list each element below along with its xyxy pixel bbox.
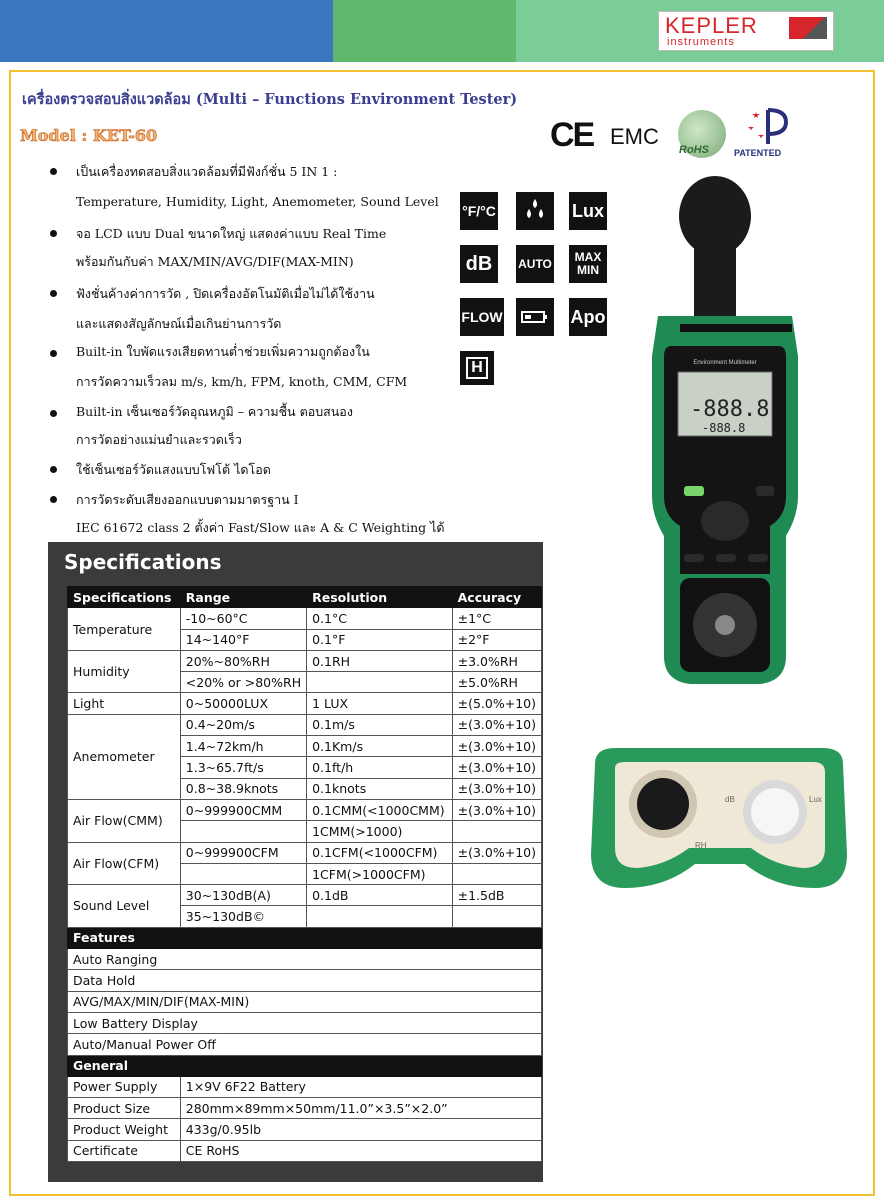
bullet-text: ฟังชั่นค้างค่าการวัด , ปิดเครื่องอัตโนมัติเมื่อไม่ได้ใช้งาน: [76, 286, 375, 301]
specifications-title: Specifications: [64, 550, 222, 574]
spec-resolution: 0.1°C: [307, 608, 453, 629]
spec-accuracy: [452, 821, 541, 842]
bullet-dot: [50, 350, 57, 357]
table-row: [68, 799, 542, 820]
spec-range: 35~130dB©: [180, 906, 306, 927]
spec-resolution: 0.1dB: [307, 885, 453, 906]
spec-accuracy: ±5.0%RH: [452, 672, 541, 693]
spec-accuracy: ±(5.0%+10): [452, 693, 541, 714]
temperature-icon: °F/°C: [460, 192, 498, 230]
spec-range: 0~999900CMM: [180, 799, 306, 820]
table-row: [68, 885, 542, 906]
spec-name: Air Flow(CMM): [68, 799, 181, 842]
model-label: Model : KET-60: [20, 126, 158, 145]
table-row: [68, 991, 542, 1012]
logo-flag-icon: [789, 17, 827, 39]
spec-resolution: 0.1m/s: [307, 714, 453, 735]
spec-range: [180, 863, 306, 884]
logo-subtitle: instruments: [667, 36, 735, 48]
spec-name: Humidity: [68, 650, 181, 693]
table-row: [68, 1140, 542, 1161]
spec-name: Sound Level: [68, 885, 181, 928]
emc-mark: EMC: [610, 124, 659, 149]
bullet-text: และแสดงสัญลักษณ์เมื่อเกินย่านการวัด: [76, 316, 282, 331]
probe-label-db: dB: [725, 795, 735, 804]
spec-range: 1.4~72km/h: [180, 736, 306, 757]
column-header: Resolution: [307, 587, 453, 608]
spec-accuracy: ±(3.0%+10): [452, 757, 541, 778]
bullet-dot: [50, 290, 57, 297]
bullet-text: การวัดอย่างแม่นยำและรวดเร็ว: [76, 432, 242, 447]
bullet-dot: [50, 410, 57, 417]
hold-label: H: [466, 357, 488, 379]
nav-pad[interactable]: [701, 501, 749, 541]
rl-button[interactable]: [748, 554, 768, 562]
apo-icon: Apo: [569, 298, 607, 336]
spec-accuracy: [452, 906, 541, 927]
table-row: [68, 693, 542, 714]
certification-marks: [546, 106, 806, 162]
bullet-dot: [50, 496, 57, 503]
spec-accuracy: ±(3.0%+10): [452, 778, 541, 799]
bullet-text: ใช้เซ็นเซอร์วัดแสงแบบโฟโต้ ไดโอด: [76, 462, 271, 477]
meter-illustration: [650, 176, 800, 688]
probe-illustration: [585, 744, 853, 892]
probe-label-rh: RH: [695, 841, 707, 850]
spec-resolution: 0.1CMM(<1000CMM): [307, 799, 453, 820]
feature-item: Data Hold: [68, 970, 542, 991]
spec-range: 0.8~38.9knots: [180, 778, 306, 799]
bullet-dot: [50, 466, 57, 473]
hold-icon: [460, 351, 494, 385]
spec-range: 20%~80%RH: [180, 650, 306, 671]
bullet-text: Built-in ใบพัดแรงเสียดทานต่ำช่วยเพิ่มความถูกต้องใน: [76, 344, 370, 359]
bullet-text: การวัดความเร็วลม m/s, km/h, FPM, knoth, CMM, CFM: [76, 374, 408, 389]
spec-accuracy: ±(3.0%+10): [452, 799, 541, 820]
feature-item: AVG/MAX/MIN/DIF(MAX-MIN): [68, 991, 542, 1012]
spec-accuracy: ±(3.0%+10): [452, 842, 541, 863]
lux-icon: Lux: [569, 192, 607, 230]
spec-range: 30~130dB(A): [180, 885, 306, 906]
spec-accuracy: ±1°C: [452, 608, 541, 629]
feature-item: Auto/Manual Power Off: [68, 1034, 542, 1055]
spec-resolution: 0.1ft/h: [307, 757, 453, 778]
unit-button[interactable]: [684, 554, 704, 562]
spec-resolution: 1CFM(>1000CFM): [307, 863, 453, 884]
kepler-logo: [658, 11, 834, 51]
bullet-text: Built-in เซ็นเซอร์วัดอุณหภูมิ – ความชื้น ตอบสนอง: [76, 404, 353, 419]
table-row: [68, 1119, 542, 1140]
bullet-text: พร้อมกันกับค่า MAX/MIN/AVG/DIF(MAX-MIN): [76, 254, 354, 269]
table-row: [68, 1012, 542, 1033]
general-label: Product Size: [68, 1098, 181, 1119]
column-header: Accuracy: [452, 587, 541, 608]
spec-resolution: 1CMM(>1000): [307, 821, 453, 842]
patented-mark: PATENTED: [734, 148, 782, 158]
bullet-text: IEC 61672 class 2 ตั้งค่า Fast/Slow และ A & C Weighting ได้: [76, 520, 445, 535]
hold-button[interactable]: [716, 554, 736, 562]
general-value: 1×9V 6F22 Battery: [180, 1076, 541, 1097]
table-row: [68, 949, 542, 970]
spec-accuracy: ±3.0%RH: [452, 650, 541, 671]
flow-icon: FLOW: [460, 298, 504, 336]
lcd-sub-reading: -888.8: [702, 421, 746, 435]
table-row: [68, 1098, 542, 1119]
spec-resolution: 1 LUX: [307, 693, 453, 714]
spec-range: 14~140°F: [180, 629, 306, 650]
spec-name: Temperature: [68, 608, 181, 651]
header-band-blue: [0, 0, 333, 62]
spec-accuracy: ±1.5dB: [452, 885, 541, 906]
spec-range: 0.4~20m/s: [180, 714, 306, 735]
table-row: [68, 842, 542, 863]
table-row: [68, 714, 542, 735]
spec-name: Air Flow(CFM): [68, 842, 181, 885]
column-header: Specifications: [68, 587, 181, 608]
rohs-mark: RoHS: [679, 144, 709, 156]
table-row: [68, 970, 542, 991]
min-label: MIN: [577, 263, 599, 277]
auto-icon: AUTO: [516, 245, 554, 283]
table-row: [68, 608, 542, 629]
general-value: 433g/0.95lb: [180, 1119, 541, 1140]
spec-range: [180, 821, 306, 842]
spec-resolution: 0.1knots: [307, 778, 453, 799]
general-value: 280mm×89mm×50mm/11.0”×3.5”×2.0”: [180, 1098, 541, 1119]
spec-resolution: [307, 672, 453, 693]
feature-item: Auto Ranging: [68, 949, 542, 970]
db-icon: dB: [460, 245, 498, 283]
max-min-icon: [569, 245, 607, 283]
bullet-text: การวัดระดับเสียงออกแบบตามมาตรฐาน I: [76, 492, 299, 507]
page-title: เครื่องตรวจสอบสิ่งแวดล้อม (Multi – Functions Environment Tester): [22, 91, 518, 108]
bullet-dot: [50, 168, 57, 175]
spec-name: Anemometer: [68, 714, 181, 799]
feature-item: Low Battery Display: [68, 1012, 542, 1033]
probe-label-lux: Lux: [809, 795, 822, 804]
general-label: Product Weight: [68, 1119, 181, 1140]
bullet-text: Temperature, Humidity, Light, Anemometer, Sound Level: [76, 194, 439, 209]
set-button[interactable]: [756, 486, 774, 496]
max-label: MAX: [574, 250, 602, 264]
low-battery-icon: [516, 298, 554, 336]
spec-accuracy: ±(3.0%+10): [452, 714, 541, 735]
specifications-panel: [48, 542, 543, 1182]
spec-accuracy: ±(3.0%+10): [452, 736, 541, 757]
table-row: [68, 1034, 542, 1055]
ce-mark: CE: [550, 116, 594, 154]
spec-accuracy: [452, 863, 541, 884]
meter-model-label: Environment Multimeter: [693, 360, 757, 366]
lcd-main-reading: -888.8: [690, 397, 770, 422]
spec-name: Light: [68, 693, 181, 714]
humidity-drops-icon: [516, 192, 554, 230]
general-value: CE RoHS: [180, 1140, 541, 1161]
specifications-table: [67, 586, 542, 1162]
spec-resolution: 0.1CFM(<1000CFM): [307, 842, 453, 863]
spec-range: -10~60°C: [180, 608, 306, 629]
bullet-text: จอ LCD แบบ Dual ขนาดใหญ่ แสดงค่าแบบ Real Time: [76, 226, 387, 241]
patent-icon: [746, 108, 790, 148]
spec-range: 0~50000LUX: [180, 693, 306, 714]
spec-resolution: [307, 906, 453, 927]
section-header-row: [68, 1055, 542, 1076]
spec-accuracy: ±2°F: [452, 629, 541, 650]
table-header-row: [68, 587, 542, 608]
spec-resolution: 0.1Km/s: [307, 736, 453, 757]
section-header-row: [68, 927, 542, 948]
logo-brand: KEPLER: [665, 13, 758, 38]
spec-range: 1.3~65.7ft/s: [180, 757, 306, 778]
spec-range: 0~999900CFM: [180, 842, 306, 863]
general-label: Certificate: [68, 1140, 181, 1161]
spec-resolution: 0.1°F: [307, 629, 453, 650]
table-row: [68, 650, 542, 671]
spec-resolution: 0.1RH: [307, 650, 453, 671]
general-header: General: [68, 1055, 542, 1076]
power-button[interactable]: [684, 486, 704, 496]
header-band-green: [333, 0, 516, 62]
features-header: Features: [68, 927, 542, 948]
table-row: [68, 1076, 542, 1097]
spec-range: <20% or >80%RH: [180, 672, 306, 693]
column-header: Range: [180, 587, 306, 608]
general-label: Power Supply: [68, 1076, 181, 1097]
bullet-text: เป็นเครื่องทดสอบสิ่งแวดล้อมที่มีฟังก์ชั่น 5 IN 1 :: [76, 164, 338, 179]
bullet-dot: [50, 230, 57, 237]
